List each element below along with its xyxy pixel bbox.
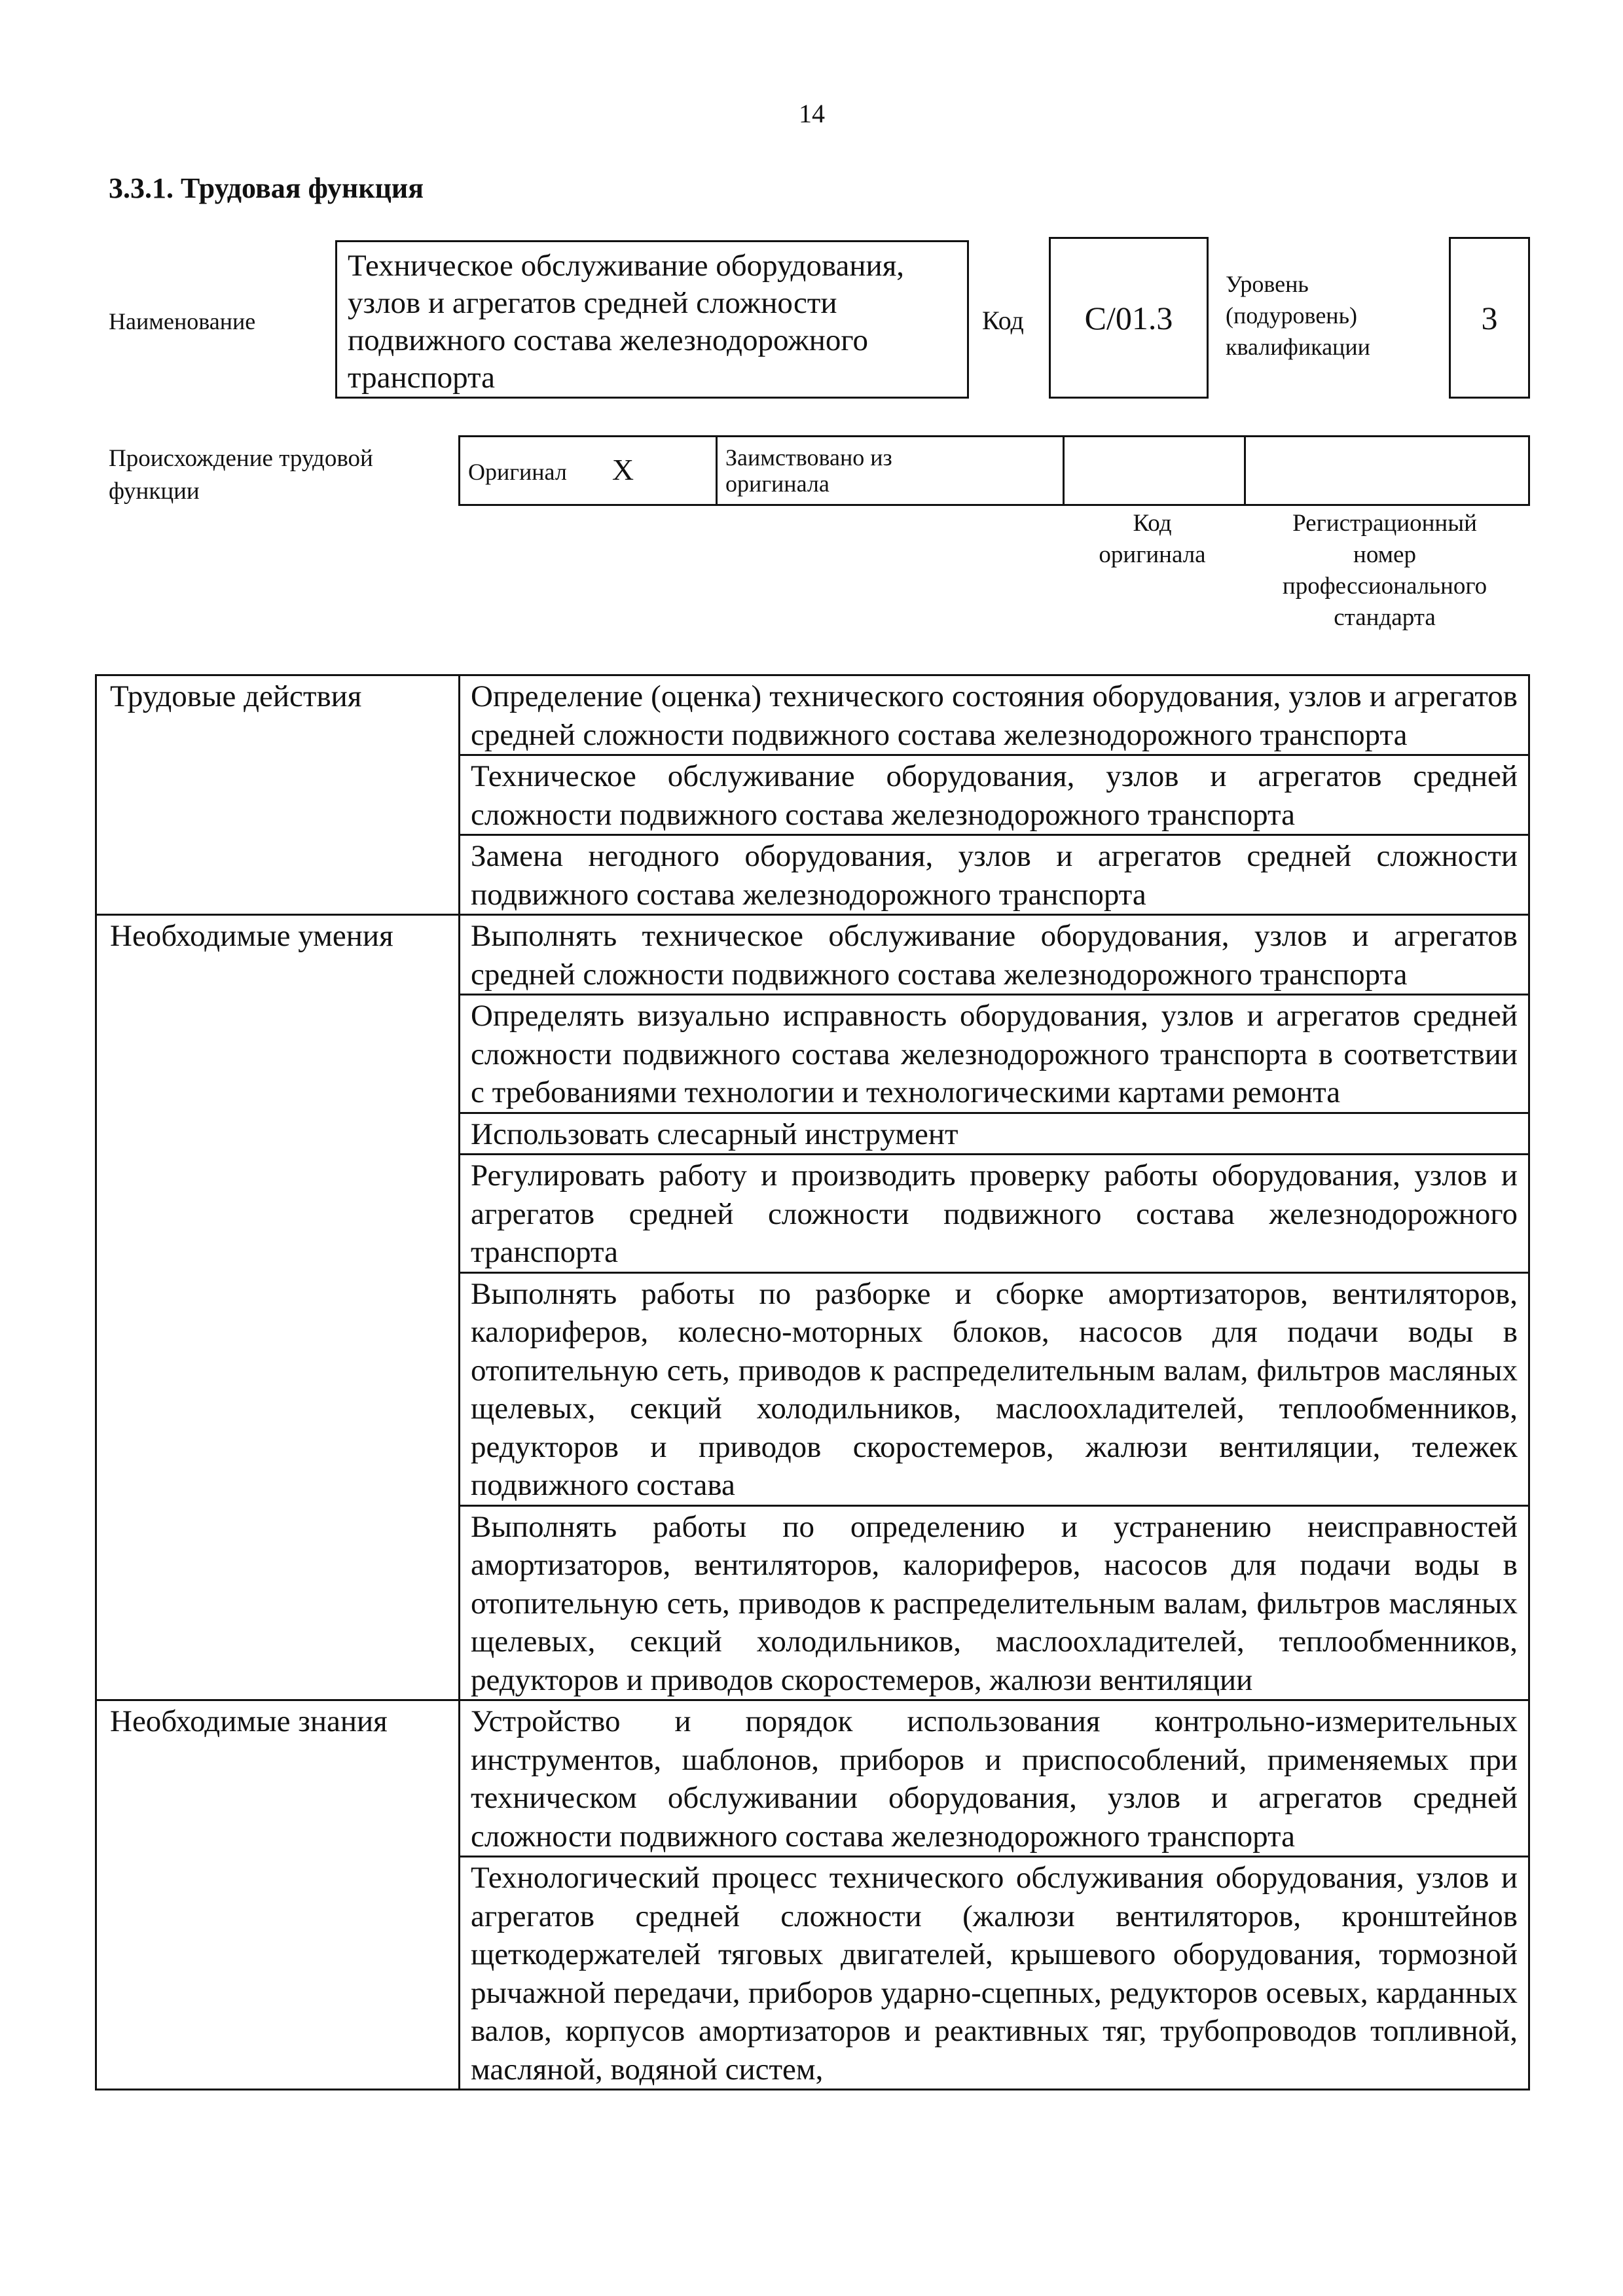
original-mark: X xyxy=(611,452,634,486)
table-row xyxy=(96,1700,1529,1857)
code-value: С/01.3 xyxy=(1084,299,1173,336)
table-cell: Выполнять работы по разборке и сборке амортизаторов, вентиляторов, калориферов, колесно-моторных блоков, насосов для подачи воды в отопительную сеть, приводов к распределительным валам, фильтров масляных щелевых, секций холодильников, маслоохладителей, теплообменников, редукторов и приводов скоростемеров, жалюзи вентиляции, тележек подвижного состава xyxy=(460,1272,1529,1505)
origin-label-line-1: Происхождение трудовой xyxy=(109,445,373,472)
borrowed-label-line-1: Заимствовано из xyxy=(725,444,892,471)
origin-label xyxy=(109,442,373,508)
table-cell: Регулировать работу и производить проверку работы оборудования, узлов и агрегатов средней сложности подвижного состава железнодорожного транспорта xyxy=(460,1155,1529,1273)
registration-caption-line-1: Регистрационный xyxy=(1292,510,1477,537)
page-number: 14 xyxy=(799,99,825,128)
original-code-caption-line-1: Код xyxy=(1133,510,1172,537)
table-row xyxy=(96,915,1529,995)
registration-caption-line-2: номер xyxy=(1353,541,1416,568)
original-code-caption xyxy=(1048,508,1257,571)
name-value: Техническое обслуживание оборудования, узлов и агрегатов средней сложности подвижного состава железнодорожного транспорта xyxy=(348,249,905,395)
table-row xyxy=(96,675,1529,755)
original-code-caption-line-2: оригинала xyxy=(1099,541,1206,568)
table-cell: Техническое обслуживание оборудования, узлов и агрегатов средней сложности подвижного состава железнодорожного транспорта xyxy=(460,755,1529,835)
group-label-skills: Необходимые умения xyxy=(96,915,460,1700)
level-label xyxy=(1226,268,1370,363)
table-cell: Определение (оценка) технического состояния оборудования, узлов и агрегатов средней сложности подвижного состава железнодорожного транспорта xyxy=(460,675,1529,755)
original-code-cell xyxy=(1064,437,1245,505)
name-value-box xyxy=(335,240,969,399)
original-cell xyxy=(460,437,717,505)
section-title: 3.3.1. Трудовая функция xyxy=(109,172,424,204)
original-label: Оригинал xyxy=(468,458,567,485)
borrowed-label-line-2: оригинала xyxy=(725,471,830,497)
table-cell: Замена негодного оборудования, узлов и агрегатов средней сложности подвижного состава железнодорожного транспорта xyxy=(460,835,1529,915)
level-value-box xyxy=(1449,237,1530,399)
registration-caption-line-3: профессионального xyxy=(1282,573,1487,600)
name-label: Наименование xyxy=(109,308,256,334)
table-cell: Использовать слесарный инструмент xyxy=(460,1113,1529,1155)
level-value: 3 xyxy=(1481,299,1498,336)
function-table xyxy=(95,674,1530,2090)
borrowed-cell xyxy=(717,437,1064,505)
registration-caption xyxy=(1244,508,1525,634)
table-cell: Выполнять техническое обслуживание оборудования, узлов и агрегатов средней сложности подвижного состава железнодорожного транспорта xyxy=(460,915,1529,995)
origin-table xyxy=(458,435,1530,506)
group-label-actions: Трудовые действия xyxy=(96,675,460,915)
table-cell: Выполнять работы по определению и устранению неисправностей амортизаторов, вентиляторов, калориферов, насосов для подачи воды в отопительную сеть, приводов к распределительным валам, фильтров масляных щелевых, секций холодильников, маслоохладителей, теплообменников, редукторов и приводов скоростемеров, жалюзи вентиляции xyxy=(460,1505,1529,1700)
origin-label-line-2: функции xyxy=(109,478,200,505)
registration-number-cell xyxy=(1245,437,1529,505)
table-cell: Технологический процесс технического обслуживания оборудования, узлов и агрегатов средней сложности (жалюзи вентиляторов, кронштейнов щеткодержателей тяговых двигателей, крышевого оборудования, тормозной рычажной передачи, приборов ударно-сцепных, редукторов осевых, карданных валов, корпусов амортизаторов и реактивных тяг, трубопроводов топливной, масляной, водяной систем, xyxy=(460,1857,1529,2090)
table-cell: Определять визуально исправность оборудования, узлов и агрегатов средней сложности подвижного состава железнодорожного транспорта в соответствии с требованиями технологии и технологическими картами ремонта xyxy=(460,995,1529,1113)
level-label-line-2: (подуровень) xyxy=(1226,302,1357,329)
code-label: Код xyxy=(982,306,1024,335)
code-value-box xyxy=(1049,237,1209,399)
level-label-line-3: квалификации xyxy=(1226,334,1370,360)
group-label-knowledge: Необходимые знания xyxy=(96,1700,460,2090)
registration-caption-line-4: стандарта xyxy=(1334,604,1436,631)
table-cell: Устройство и порядок использования контрольно-измерительных инструментов, шаблонов, приборов и приспособлений, применяемых при техническом обслуживании оборудования, узлов и агрегатов средней сложности подвижного состава железнодорожного транспорта xyxy=(460,1700,1529,1857)
level-label-line-1: Уровень xyxy=(1226,271,1309,297)
